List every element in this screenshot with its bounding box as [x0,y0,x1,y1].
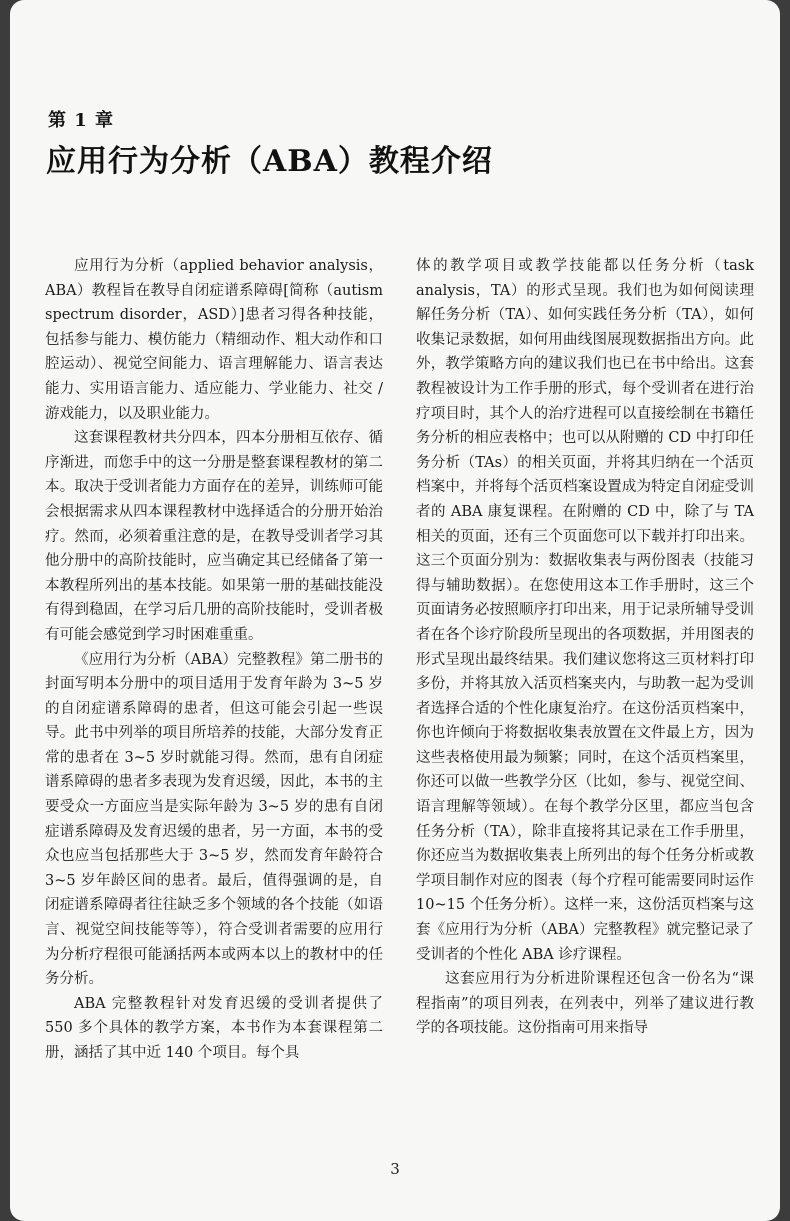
chapter-title: 应用行为分析（ABA）教程介绍 [46,144,493,179]
right-column [416,254,754,1041]
book-page [10,0,780,1221]
paragraph: 《应用行为分析（ABA）完整教程》第二册书的封面写明本分册中的项目适用于发育年龄为 3~5 岁的自闭症谱系障碍的患者，但这可能会引起一些误导。此书中列举的项目所培养的技能，大部分发育正常的患者在 3~5 岁时就能习得。然而，患有自闭症谱系障碍的患者多表现为发育迟缓，因此，本书的主要受众一方面应当是实际年龄为 3~5 岁的患有自闭症谱系障碍及发育迟缓的患者，另一方面，本书的受众也应当包括那些大于 3~5 岁，然而发育年龄符合 3~5 岁年龄区间的患者。最后，值得强调的是，自闭症谱系障碍者往往缺乏多个领域的各个技能（如语言、视觉空间技能等等），符合受训者需要的应用行为分析疗程很可能涵括两本或两本以上的教材中的任务分析。 [45,651,383,988]
paragraph: ABA 完整教程针对发育迟缓的受训者提供了 550 多个具体的教学方案，本书作为本套课程第二册，涵括了其中近 140 个项目。每个具 [45,995,383,1061]
left-column [45,254,383,1066]
chapter-label: 第 1 章 [48,110,115,131]
paragraph: 这套课程教材共分四本，四本分册相互依存、循序渐进，而您手中的这一分册是整套课程教材的第二本。取决于受训者能力方面存在的差异，训练师可能会根据需求从四本课程教材中选择适合的分册开始治疗。然而，必须着重注意的是，在教导受训者学习其他分册中的高阶技能时，应当确定其已经储备了第一本教程所列出的基本技能。如果第一册的基础技能没有得到稳固，在学习后几册的高阶技能时，受训者极有可能会感觉到学习时困难重重。 [45,430,383,643]
paragraph: 这套应用行为分析进阶课程还包含一份名为“课程指南”的项目列表，在列表中，列举了建议进行教学的各项技能。这份指南可用来指导 [416,971,754,1037]
page-number: 3 [390,1160,400,1178]
paragraph: 应用行为分析（applied behavior analysis，ABA）教程旨在教导自闭症谱系障碍[简称（autism spectrum disorder，ASD）]患者习得各种技能，包括参与能力、模仿能力（精细动作、粗大动作和口腔运动）、视觉空间能力、语言理解能力、语言表达能力、实用语言能力、适应能力、学业能力、社交 / 游戏能力，以及职业能力。 [45,258,383,422]
paragraph: 体的教学项目或教学技能都以任务分析（task analysis，TA）的形式呈现。我们也为如何阅读理解任务分析（TA）、如何实践任务分析（TA），如何收集记录数据，如何用曲线图展现数据指出方向。此外，教学策略方向的建议我们也已在书中给出。这套教程被设计为工作手册的形式，每个受训者在进行治疗项目时，其个人的治疗进程可以直接绘制在书籍任务分析的相应表格中；也可以从附赠的 CD 中打印任务分析（TAs）的相关页面，并将其归纳在一个活页档案中，并将每个活页档案设置成为特定自闭症受训者的 ABA 康复课程。在附赠的 CD 中，除了与 TA 相关的页面，还有三个页面您可以下载并打印出来。这三个页面分别为：数据收集表与两份图表（技能习得与辅助数据）。在您使用这本工作手册时，这三个页面请务必按照顺序打印出来，用于记录所辅导受训者在各个诊疗阶段所呈现出的各项数据，并用图表的形式呈现出最终结果。我们建议您将这三页材料打印多份，并将其放入活页档案夹内，与助教一起为受训者选择合适的个性化康复治疗。在这份活页档案中，你也许倾向于将数据收集表放置在文件最上方，因为这些表格使用最为频繁；同时，在这个活页档案里，你还可以做一些教学分区（比如，参与、视觉空间、语言理解等领域）。在每个教学分区里，都应当包含任务分析（TA），除非直接将其记录在工作手册里，你还应当为数据收集表上所列出的每个任务分析或教学项目制作对应的图表（每个疗程可能需要同时运作 10~15 个任务分析）。这样一来，这份活页档案与这套《应用行为分析（ABA）完整教程》就完整记录了受训者的个性化 ABA 诊疗课程。 [416,258,754,963]
